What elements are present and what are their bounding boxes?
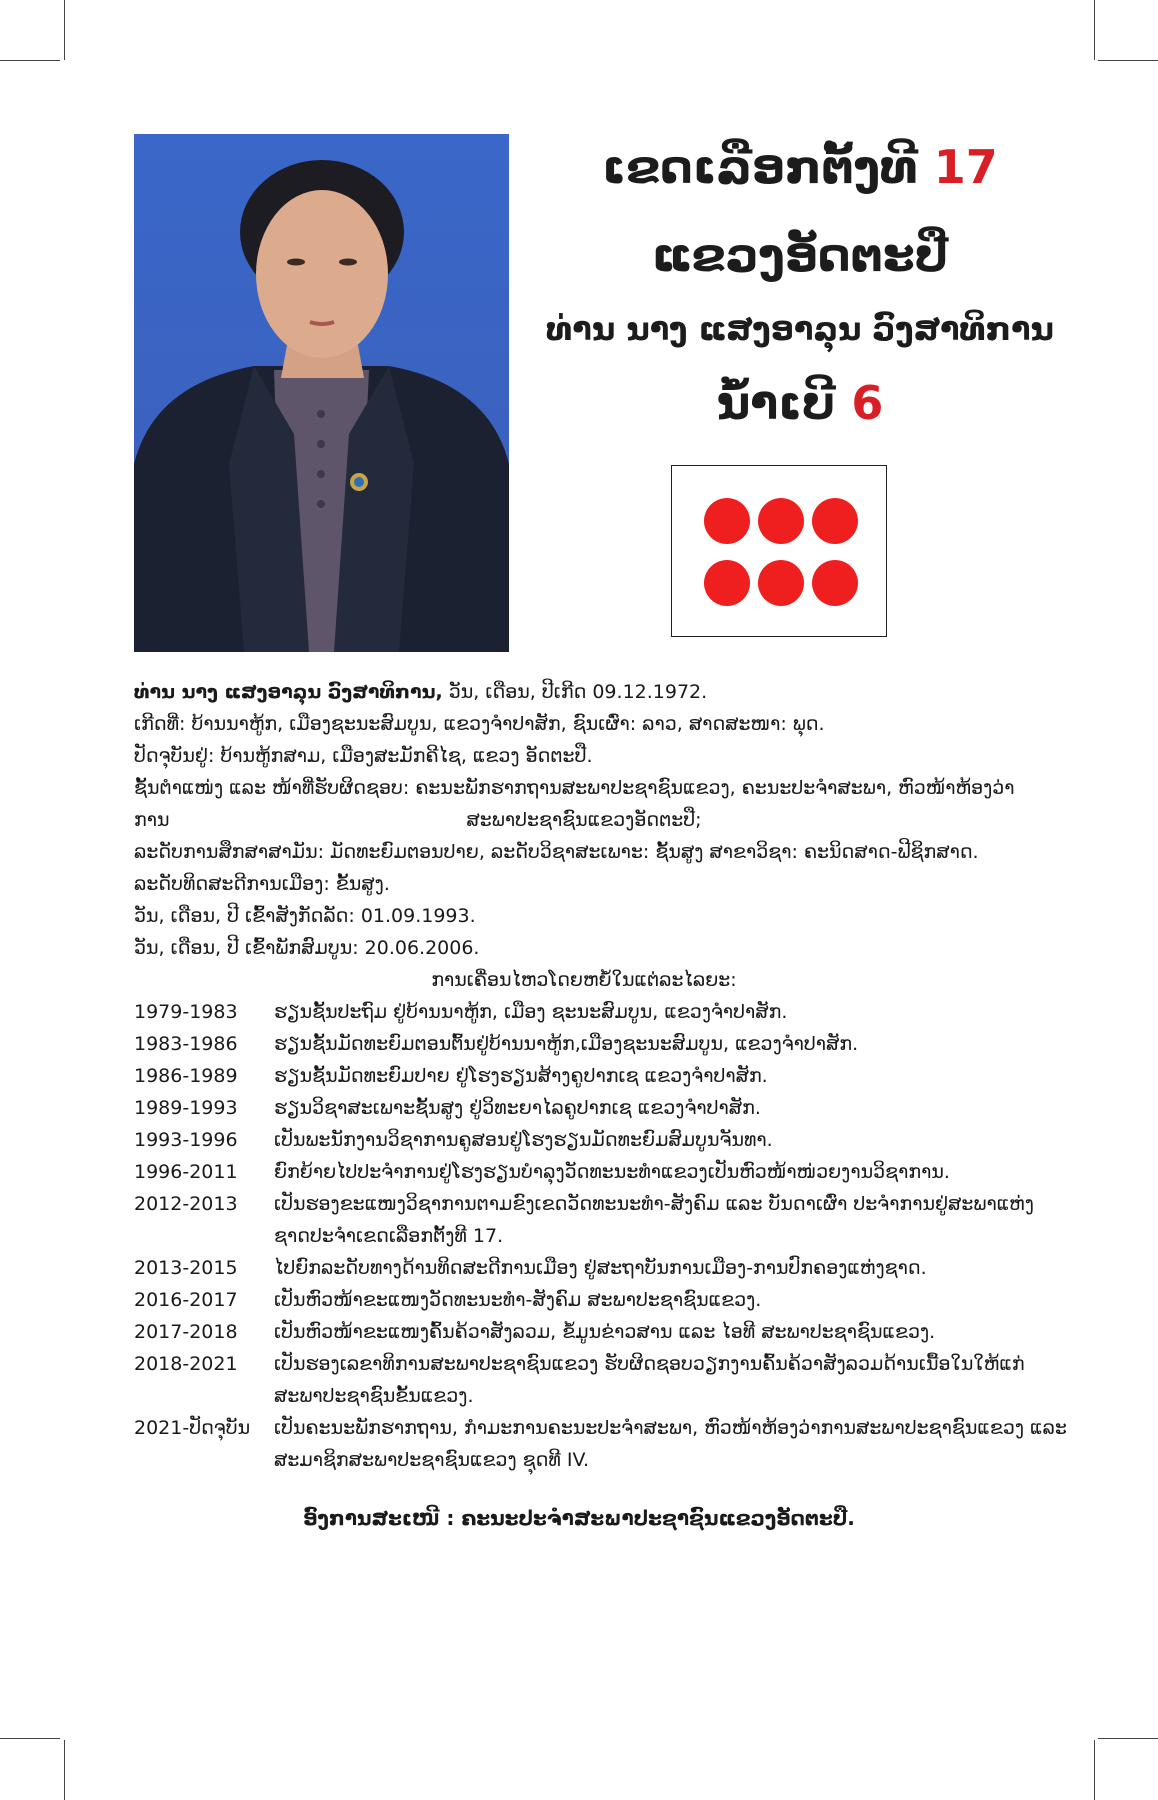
timeline-years: 1986-1989 [134, 1065, 238, 1087]
ballot-dot [812, 560, 858, 606]
timeline-text: ຮຽນວິຊາສະເພາະຊັ້ນສູງ ຢູ່ວິທະຍາໄລຄູປາກເຊ ແຂວງຈຳປາສັກ. [274, 1097, 761, 1119]
timeline-text: ເປັນຄະນະພັກຮາກຖານ, ກຳມະການຄະນະປະຈຳສະພາ, ຫົວໜ້າຫ້ອງວ່າການສະພາປະຊາຊົນແຂວງ ແລະ [274, 1417, 1067, 1439]
timeline-years: 1983-1986 [134, 1033, 238, 1055]
timeline-years: 2021-ປັດຈຸບັນ [134, 1417, 251, 1439]
candidate-photo [134, 134, 509, 652]
portrait-illustration [134, 134, 509, 652]
crop-mark [64, 1740, 65, 1800]
timeline-text: ຍົກຍ້າຍໄປປະຈຳການຢູ່ໂຮງຮຽນບຳລຸງວັດທະນະທຳແຂວງເປັນຫົວໜ້າໜ່ວຍງານວິຊາການ. [274, 1161, 950, 1183]
bio-line-birthplace: ເກີດທີ່: ບ້ານນາຫູ້ກ, ເມືອງຊະນະສົມບູນ, ແຂວງຈຳປາສັກ, ຊົນເຜົ່າ: ລາວ, ສາດສະໜາ: ພຸດ. [134, 713, 825, 735]
timeline-text: ໄປຍົກລະດັບທາງດ້ານທິດສະດີການເມືອງ ຢູ່ສະຖາບັນການເມືອງ-ການປົກຄອງແຫ່ງຊາດ. [274, 1257, 927, 1279]
timeline-text: ເປັນຮອງເລຂາທິການສະພາປະຊາຊົນແຂວງ ຮັບຜິດຊອບວຽກງານຄົ້ນຄ້ວາສັງລວມດ້ານເນື້ອໃນໃຫ້ແກ່ [274, 1353, 1025, 1375]
bio-line-party-date: ວັນ, ເດືອນ, ປີ ເຂົ້າພັກສົມບູນ: 20.06.2006. [134, 937, 480, 959]
ballot-number-heading [520, 376, 1080, 430]
crop-mark [1098, 1738, 1158, 1739]
crop-mark [0, 60, 60, 61]
constituency-heading [520, 140, 1080, 194]
bio-line-education: ລະດັບການສຶກສາສາມັນ: ມັດທະຍົມຕອນປາຍ, ລະດັບວິຊາສະເພາະ: ຊັ້ນສູງ ສາຂາວິຊາ: ຄະນິດສາດ-ຟີຊິກສາດ. [134, 841, 979, 863]
timeline-years: 1996-2011 [134, 1161, 238, 1183]
timeline-years: 1979-1983 [134, 1001, 238, 1023]
timeline-text: ຮຽນຊັ້ນປະຖົມ ຢູ່ບ້ານນາຫູ້ກ, ເມືອງ ຊະນະສົມບູນ, ແຂວງຈຳປາສັກ. [274, 1001, 788, 1023]
timeline-title: ການເຄື່ອນໄຫວໂດຍຫຍໍ້ໃນແຕ່ລະໄລຍະ: [431, 969, 737, 991]
timeline-years: 2018-2021 [134, 1353, 238, 1375]
timeline-text: ເປັນຫົວໜ້າຂະແໜງຄົ້ນຄ້ວາສັງລວມ, ຂໍ້ມູນຂ່າວສານ ແລະ ໄອທີ ສະພາປະຊາຊົນແຂວງ. [274, 1321, 936, 1343]
ballot-dot [704, 498, 750, 544]
candidate-name-heading: ທ່ານ ນາງ ແສງອາລຸນ ວົງສາທິການ [546, 310, 1054, 348]
timeline-years: 2016-2017 [134, 1289, 238, 1311]
crop-mark [1098, 60, 1158, 61]
ballot-prefix: ນ້ຳເບີ [716, 376, 836, 430]
timeline-text: ເປັນຮອງຂະແໜງວິຊາການຕາມຂົງເຂດວັດທະນະທຳ-ສັງຄົມ ແລະ ບັນດາເຜົ່າ ປະຈຳການຢູ່ສະພາແຫ່ງ [274, 1193, 1034, 1215]
timeline-text: ຮຽນຊັ້ນມັດທະຍົມຕອນຕົ້ນຢູ່ບ້ານນາຫູ້ກ,ເມືອງຊະນະສົມບູນ, ແຂວງຈຳປາສັກ. [274, 1033, 859, 1055]
constituency-number: 17 [933, 140, 998, 194]
timeline-years: 2017-2018 [134, 1321, 238, 1343]
timeline-years: 1993-1996 [134, 1129, 238, 1151]
crop-mark [64, 0, 65, 60]
province-heading: ແຂວງອັດຕະປື [651, 228, 949, 282]
bio-line-political-theory: ລະດັບທິດສະດີການເມືອງ: ຂັ້ນສູງ. [134, 873, 390, 895]
timeline-years: 2013-2015 [134, 1257, 238, 1279]
timeline-years: 1989-1993 [134, 1097, 238, 1119]
timeline-text: ເປັນພະນັກງານວິຊາການຄູສອນຢູ່ໂຮງຮຽນມັດທະຍົມສົມບູນຈັນທາ. [274, 1129, 773, 1151]
bio-birth-date: ວັນ, ເດືອນ, ປີເກີດ 09.12.1972. [448, 681, 708, 703]
timeline-text: ເປັນຫົວໜ້າຂະແໜງວັດທະນະທຳ-ສັງຄົມ ສະພາປະຊາຊົນແຂວງ. [274, 1289, 762, 1311]
ballot-dot [812, 498, 858, 544]
bio-candidate-name: ທ່ານ ນາງ ແສງອາລຸນ ວົງສາທິການ, [134, 681, 443, 703]
bio-line-position-cont: ສະພາປະຊາຊົນແຂວງອັດຕະປື; [466, 809, 702, 831]
timeline-text-cont: ສະພາປະຊາຊົນຂັ້ນແຂວງ. [274, 1385, 474, 1407]
ballot-dot [704, 560, 750, 606]
ballot-dot [758, 560, 804, 606]
crop-mark [1094, 1740, 1095, 1800]
timeline-text-cont: ຊາດປະຈຳເຂດເລືອກຕັ້ງທີ 17. [274, 1225, 504, 1247]
ballot-symbol-box [671, 465, 887, 637]
crop-mark [1094, 0, 1095, 60]
bio-line-birth [134, 676, 1034, 708]
ballot-dot [758, 498, 804, 544]
bio-line-position: ຊັ້ນຕຳແໜ່ງ ແລະ ໜ້າທີ່ຮັບຜິດຊອບ: ຄະນະພັກຮາກຖານສະພາປະຊາຊົນແຂວງ, ຄະນະປະຈຳສະພາ, ຫົວໜ້າຫ້ອງວ່າການ [134, 777, 1015, 831]
bio-line-civil-service-date: ວັນ, ເດືອນ, ປີ ເຂົ້າສັງກັດລັດ: 01.09.1993. [134, 905, 476, 927]
constituency-prefix: ເຂດເລືອກຕັ້ງທີ [602, 140, 918, 194]
timeline-text: ຮຽນຊັ້ນມັດທະຍົມປາຍ ຢູ່ໂຮງຮຽນສ້າງຄູປາກເຊ ແຂວງຈຳປາສັກ. [274, 1065, 768, 1087]
proposing-organization: ອົງການສະເໜີ : ຄະນະປະຈຳສະພາປະຊາຊົນແຂວງອັດຕະປື. [303, 1506, 855, 1530]
ballot-number: 6 [851, 376, 884, 430]
crop-mark [0, 1738, 60, 1739]
timeline-years: 2012-2013 [134, 1193, 238, 1215]
bio-line-residence: ປັດຈຸບັນຢູ່: ບ້ານຫູ້ກສາມ, ເມືອງສະມັກຄີໄຊ, ແຂວງ ອັດຕະປື. [134, 745, 593, 767]
timeline-text-cont: ສະມາຊິກສະພາປະຊາຊົນແຂວງ ຊຸດທີ IV. [274, 1449, 590, 1471]
